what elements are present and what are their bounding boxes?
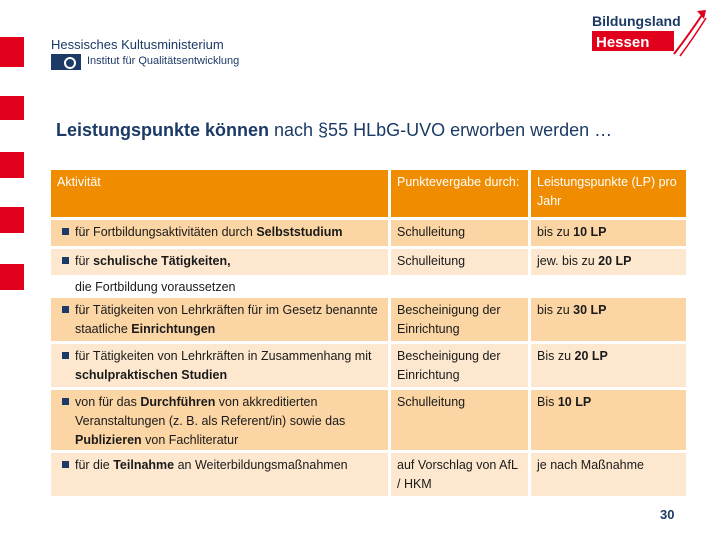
activity-cell: für Fortbildungsaktivitäten durch Selbststudium bbox=[51, 220, 388, 246]
table-row bbox=[51, 298, 686, 341]
table-header-row bbox=[51, 170, 686, 217]
table-row-continuation bbox=[51, 275, 686, 297]
header-awarded-by: Punktevergabe durch: bbox=[391, 170, 528, 217]
svg-text:Hessen: Hessen bbox=[596, 34, 650, 51]
activities-table bbox=[51, 170, 686, 496]
svg-text:Bildungsland: Bildungsland bbox=[592, 13, 681, 29]
table-row bbox=[51, 249, 686, 275]
points-cell: jew. bis zu 20 LP bbox=[531, 249, 686, 275]
institute-logo-icon bbox=[51, 54, 81, 70]
activity-cell: von für das Durchführen von akkreditierten Veranstaltungen (z. B. als Referent/in) sowie das Publizieren von Fachliteratur bbox=[51, 390, 388, 450]
points-cell: je nach Maßnahme bbox=[531, 453, 686, 496]
awarded-by-cell: Schulleitung bbox=[391, 390, 528, 450]
accent-bar-4 bbox=[0, 207, 24, 233]
points-cell: Bis 10 LP bbox=[531, 390, 686, 450]
awarded-by-cell: Schulleitung bbox=[391, 220, 528, 246]
table-row bbox=[51, 390, 686, 450]
awarded-by-cell: Schulleitung bbox=[391, 249, 528, 275]
header-points: Leistungspunkte (LP) pro Jahr bbox=[531, 170, 686, 217]
bildungsland-hessen-logo bbox=[588, 6, 712, 64]
accent-bar-5 bbox=[0, 264, 24, 290]
points-cell: bis zu 10 LP bbox=[531, 220, 686, 246]
accent-bar-1 bbox=[0, 37, 24, 67]
points-cell: Bis zu 20 LP bbox=[531, 344, 686, 387]
awarded-by-cell: Bescheinigung der Einrichtung bbox=[391, 344, 528, 387]
activity-continuation: die Fortbildung voraussetzen bbox=[75, 280, 236, 294]
bullet-icon bbox=[62, 398, 69, 405]
points-cell: bis zu 30 LP bbox=[531, 298, 686, 341]
accent-bar-3 bbox=[0, 152, 24, 178]
bullet-icon bbox=[62, 306, 69, 313]
accent-bar-2 bbox=[0, 96, 24, 120]
bullet-icon bbox=[62, 257, 69, 264]
awarded-by-cell: Bescheinigung der Einrichtung bbox=[391, 298, 528, 341]
ministry-name: Hessisches Kultusministerium bbox=[51, 37, 224, 52]
activity-cell: für Tätigkeiten von Lehrkräften in Zusammenhang mit schulpraktischen Studien bbox=[51, 344, 388, 387]
awarded-by-cell: auf Vorschlag von AfL / HKM bbox=[391, 453, 528, 496]
bullet-icon bbox=[62, 228, 69, 235]
activity-cell: für Tätigkeiten von Lehrkräften für im Gesetz benannte staatliche Einrichtungen bbox=[51, 298, 388, 341]
page-number: 30 bbox=[660, 507, 675, 522]
institute-name: Institut für Qualitätsentwicklung bbox=[87, 55, 240, 67]
header-activity: Aktivität bbox=[51, 170, 388, 217]
table-row bbox=[51, 453, 686, 496]
table-row bbox=[51, 344, 686, 387]
activity-cell: für die Teilnahme an Weiterbildungsmaßnahmen bbox=[51, 453, 388, 496]
bullet-icon bbox=[62, 461, 69, 468]
activity-cell: für schulische Tätigkeiten, bbox=[51, 249, 388, 275]
slide-title: Leistungspunkte können nach §55 HLbG-UVO erworben werden … bbox=[56, 120, 613, 140]
bullet-icon bbox=[62, 352, 69, 359]
table-row bbox=[51, 220, 686, 246]
